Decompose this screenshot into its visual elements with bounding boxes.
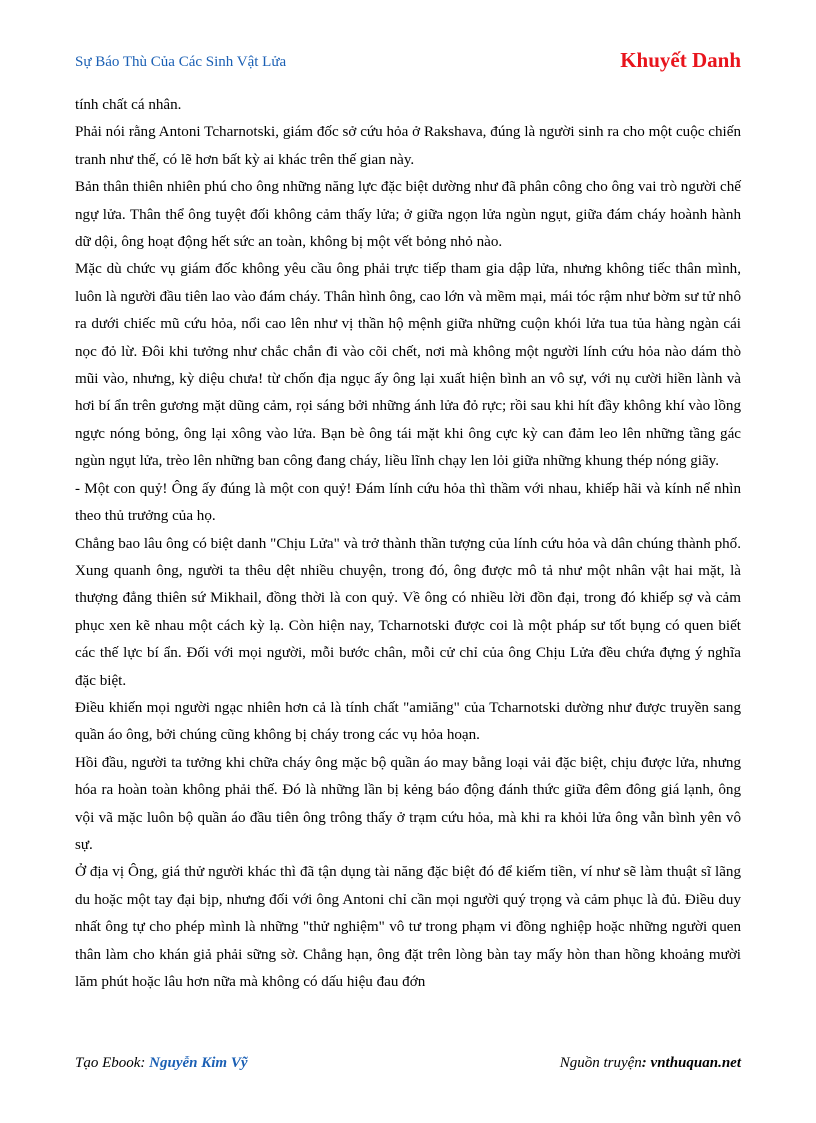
paragraph: Chẳng bao lâu ông có biệt danh "Chịu Lửa" và trở thành thần tượng của lính cứu hỏa và dân chúng thành phố. Xung quanh ông, người ta thêu dệt nhiều chuyện, trong đó, ông được mô tả như một nhân vật hai mặt, là thượng đẳng thiên sứ Mikhail, đồng thời là con quỷ. Về ông có nhiều lời đồn đại, trong đó khiếp sợ và cảm phục xen kẽ nhau một cách kỳ lạ. Còn hiện nay, Tcharnotski được coi là một pháp sư tốt bụng có quen biết các thế lực bí ẩn. Đối với mọi người, mỗi bước chân, mỗi cử chỉ của ông Chịu Lửa đều chứa đựng ý nghĩa đặc biệt.: [75, 535, 741, 689]
paragraph: Hồi đầu, người ta tưởng khi chữa cháy ông mặc bộ quần áo may bằng loại vải đặc biệt, chịu được lửa, nhưng hóa ra hoàn toàn không phải thế. Đó là những lần bị kẻng báo động đánh thức giữa đêm đông giá lạnh, ông vội vã mặc luôn bộ quần áo đầu tiên ông trông thấy ở trạm cứu hỏa, mà khi ra khỏi lửa ông vẫn bình yên vô sự.: [75, 754, 741, 853]
ebook-separator: :: [140, 1055, 150, 1071]
paragraph: Điều khiến mọi người ngạc nhiên hơn cả là tính chất "amiăng" của Tcharnotski dường như được truyền sang quần áo ông, bởi chúng cũng không bị cháy trong các vụ hỏa hoạn.: [75, 699, 741, 744]
source-site-link[interactable]: vnthuquan.net: [650, 1055, 741, 1071]
book-author: Khuyết Danh: [620, 48, 741, 72]
page-header: [75, 46, 741, 78]
book-title: Sự Báo Thù Của Các Sinh Vật Lửa: [75, 54, 287, 70]
paragraph: - Một con quỷ! Ông ấy đúng là một con quỷ! Đám lính cứu hỏa thì thầm với nhau, khiếp hãi và kính nể nhìn theo thủ trưởng của họ.: [75, 480, 741, 525]
source-label: Nguồn truyện: [559, 1055, 642, 1071]
source-credit: [560, 1055, 741, 1072]
ebook-credit: [75, 1055, 248, 1072]
ebook-label: Tạo Ebook: [75, 1055, 141, 1071]
source-separator: :: [641, 1055, 651, 1071]
paragraph: Phải nói rằng Antoni Tcharnotski, giám đốc sở cứu hỏa ở Rakshava, đúng là người sinh ra cho một cuộc chiến tranh như thế, có lẽ hơn bất kỳ ai khác trên thế gian này.: [75, 124, 741, 168]
paragraph: Mặc dù chức vụ giám đốc không yêu cầu ông phải trực tiếp tham gia dập lửa, nhưng không tiếc thân mình, luôn là người đầu tiên lao vào đám cháy. Thân hình ông, cao lớn và mềm mại, mái tóc rậm như bờm sư tử nhô ra dưới chiếc mũ cứu hỏa, nổi cao lên như vị thần hộ mệnh giữa những cuộn khói lửa tua tủa hàng ngàn cái nọc đỏ lừ. Đôi khi tưởng như chắc chắn đi vào cõi chết, nơi mà không một người lính cứu hỏa nào dám thò mũi vào, nhưng, kỳ diệu chưa! từ chốn địa ngục ấy ông lại xuất hiện bình an vô sự, với nụ cười hiền lành và hơi bí ẩn trên gương mặt dũng cảm, rọi sáng bởi những ánh lửa đỏ rực; rồi sau khi hít đầy không khí vào lồng ngực nóng bỏng, ông lại xông vào lửa. Bạn bè ông tái mặt khi ông cực kỳ can đảm leo lên những tầng gác ngùn ngụt lửa, trèo lên những ban công đang cháy, liều lĩnh chạy len lỏi giữa những khung thép nóng giãy.: [75, 261, 741, 470]
paragraph: tính chất cá nhân.: [75, 97, 182, 113]
paragraph: Ở địa vị Ông, giá thử người khác thì đã tận dụng tài năng đặc biệt đó để kiếm tiền, ví như sẽ làm thuật sĩ lãng du hoặc một tay đại bịp, nhưng đối với ông Antoni chỉ cần mọi người quý trọng và cảm phục là đủ. Điều duy nhất ông tự cho phép mình là những "thử nghiệm" vô tư trong phạm vi đồng nghiệp hoặc những người quen thân làm cho khán giả phải sững sờ. Chẳng hạn, ông đặt trên lòng bàn tay mấy hòn than hồng khoảng mười lăm phút hoặc lâu hơn nữa mà không có dấu hiệu đau đớn: [75, 864, 741, 990]
story-text: [75, 92, 741, 996]
ebook-creator-name: Nguyễn Kim Vỹ: [149, 1055, 248, 1071]
paragraph: Bản thân thiên nhiên phú cho ông những năng lực đặc biệt dường như đã phân công cho ông vai trò người chế ngự lửa. Thân thể ông tuyệt đối không cảm thấy lửa; ở giữa ngọn lửa ngùn ngụt, giữa đám cháy hoành hành dữ dội, ông hoạt động hết sức an toàn, không bị một vết bỏng nhỏ nào.: [75, 179, 741, 251]
page-footer: [75, 1055, 741, 1077]
